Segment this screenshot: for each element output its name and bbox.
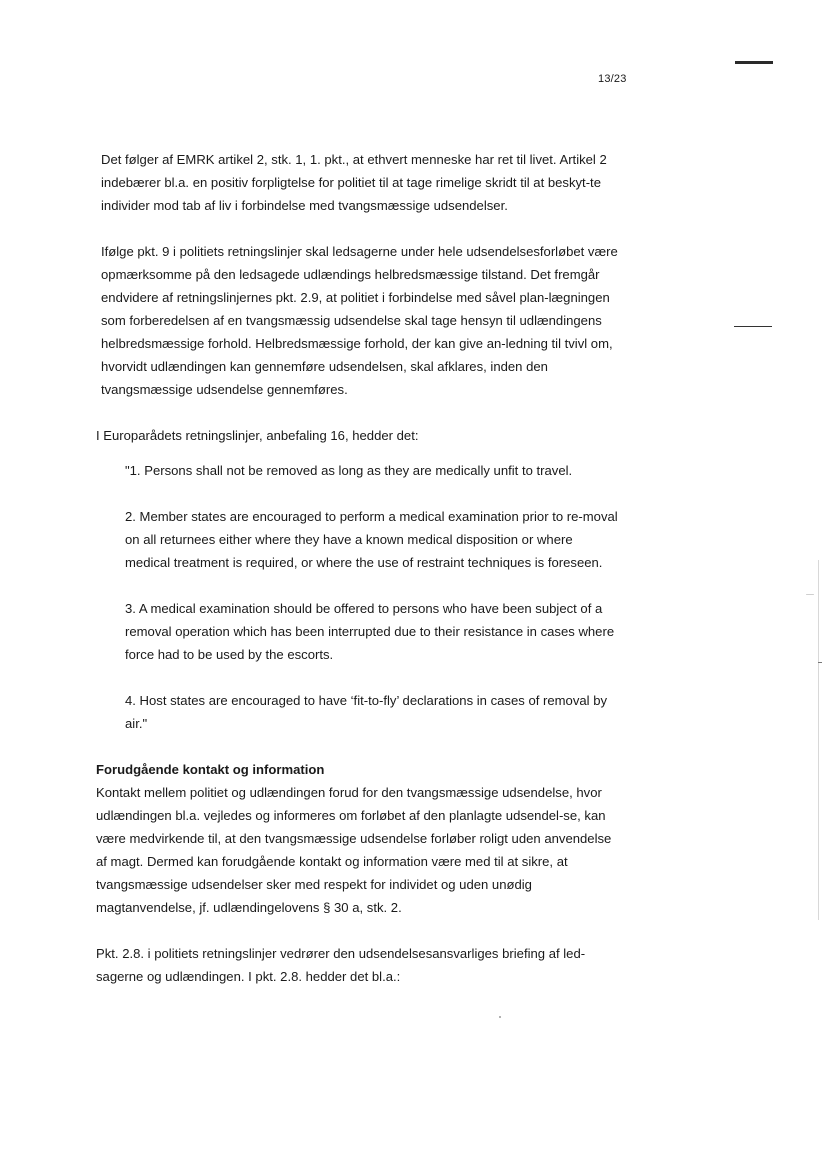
scan-edge-line [818,560,819,920]
scan-speck [499,1016,501,1018]
section-heading: Forudgående kontakt og information [96,762,325,777]
scan-speck [806,594,814,595]
quote-item: 4. Host states are encouraged to have ‘fit-to-fly’ declarations in cases of removal by air." [125,693,608,731]
paragraph-guidelines: Ifølge pkt. 9 i politiets retningslinjer skal ledsagerne under hele udsendelsesforløbet være opmærksomme på den ledsagede udlændings helbredsmæssige tilstand. Det fremgår endvidere af retningslinjernes pkt. 2.9, at politiet i forbindelse med såvel plan-lægningen som forberedelsen af en tvangsmæssig udsendelse skal tage hensyn til udlændingens helbredsmæssige forhold. Helbredsmæssige forhold, der kan give an-ledning til tvivl om, hvorvidt udlændingen kan gennemføre udsendelsen, skal afklares, inden den tvangsmæssige udsendelse gennemføres. [101,244,618,397]
scan-edge-tick [818,662,822,663]
quote-item: 2. Member states are encouraged to perform a medical examination prior to re-moval on all returnees either where they have a known medical disposition or where medical treatment is required, or where the use of restraint techniques is foreseen. [125,509,618,570]
quote-item: "1. Persons shall not be removed as long as they are medically unfit to travel. [125,463,573,478]
recommendation-quote [101,459,621,735]
paragraph-briefing: Pkt. 2.8. i politiets retningslinjer vedrører den udsendelsesansvarliges briefing af led-sagerne og udlændingen. I pkt. 2.8. hedder det bl.a.: [96,946,586,984]
paragraph-contact: Kontakt mellem politiet og udlændingen forud for den tvangsmæssige udsendelse, hvor udlændingen bl.a. vejledes og informeres om forløbet af den planlagte udsendel-se, kan være medvirkende til, at den tvangsmæssige udsendelse forløber roligt uden anvendelse af magt. Dermed kan forudgående kontakt og information være med til at sikre, at tvangsmæssige udsendelser sker med respekt for individet og uden unødig magtanvendelse, jf. udlændingelovens § 30 a, stk. 2. [96,785,612,915]
quote-item: 3. A medical examination should be offered to persons who have been subject of a removal operation which has been interrupted due to their resistance in cases where force had to be used by the escorts. [125,601,615,662]
margin-mark-middle [734,326,772,327]
page-number: 13/23 [598,73,627,85]
margin-mark-top [735,61,773,64]
document-body [96,148,621,988]
paragraph-emrk: Det følger af EMRK artikel 2, stk. 1, 1. pkt., at ethvert menneske har ret til livet. Artikel 2 indebærer bl.a. en positiv forpligtelse for politiet til at tage rimelige skridt til at beskyt-te individer mod tab af liv i forbindelse med tvangsmæssige udsendelser. [101,152,607,213]
paragraph-council-intro: I Europarådets retningslinjer, anbefaling 16, hedder det: [96,428,419,443]
